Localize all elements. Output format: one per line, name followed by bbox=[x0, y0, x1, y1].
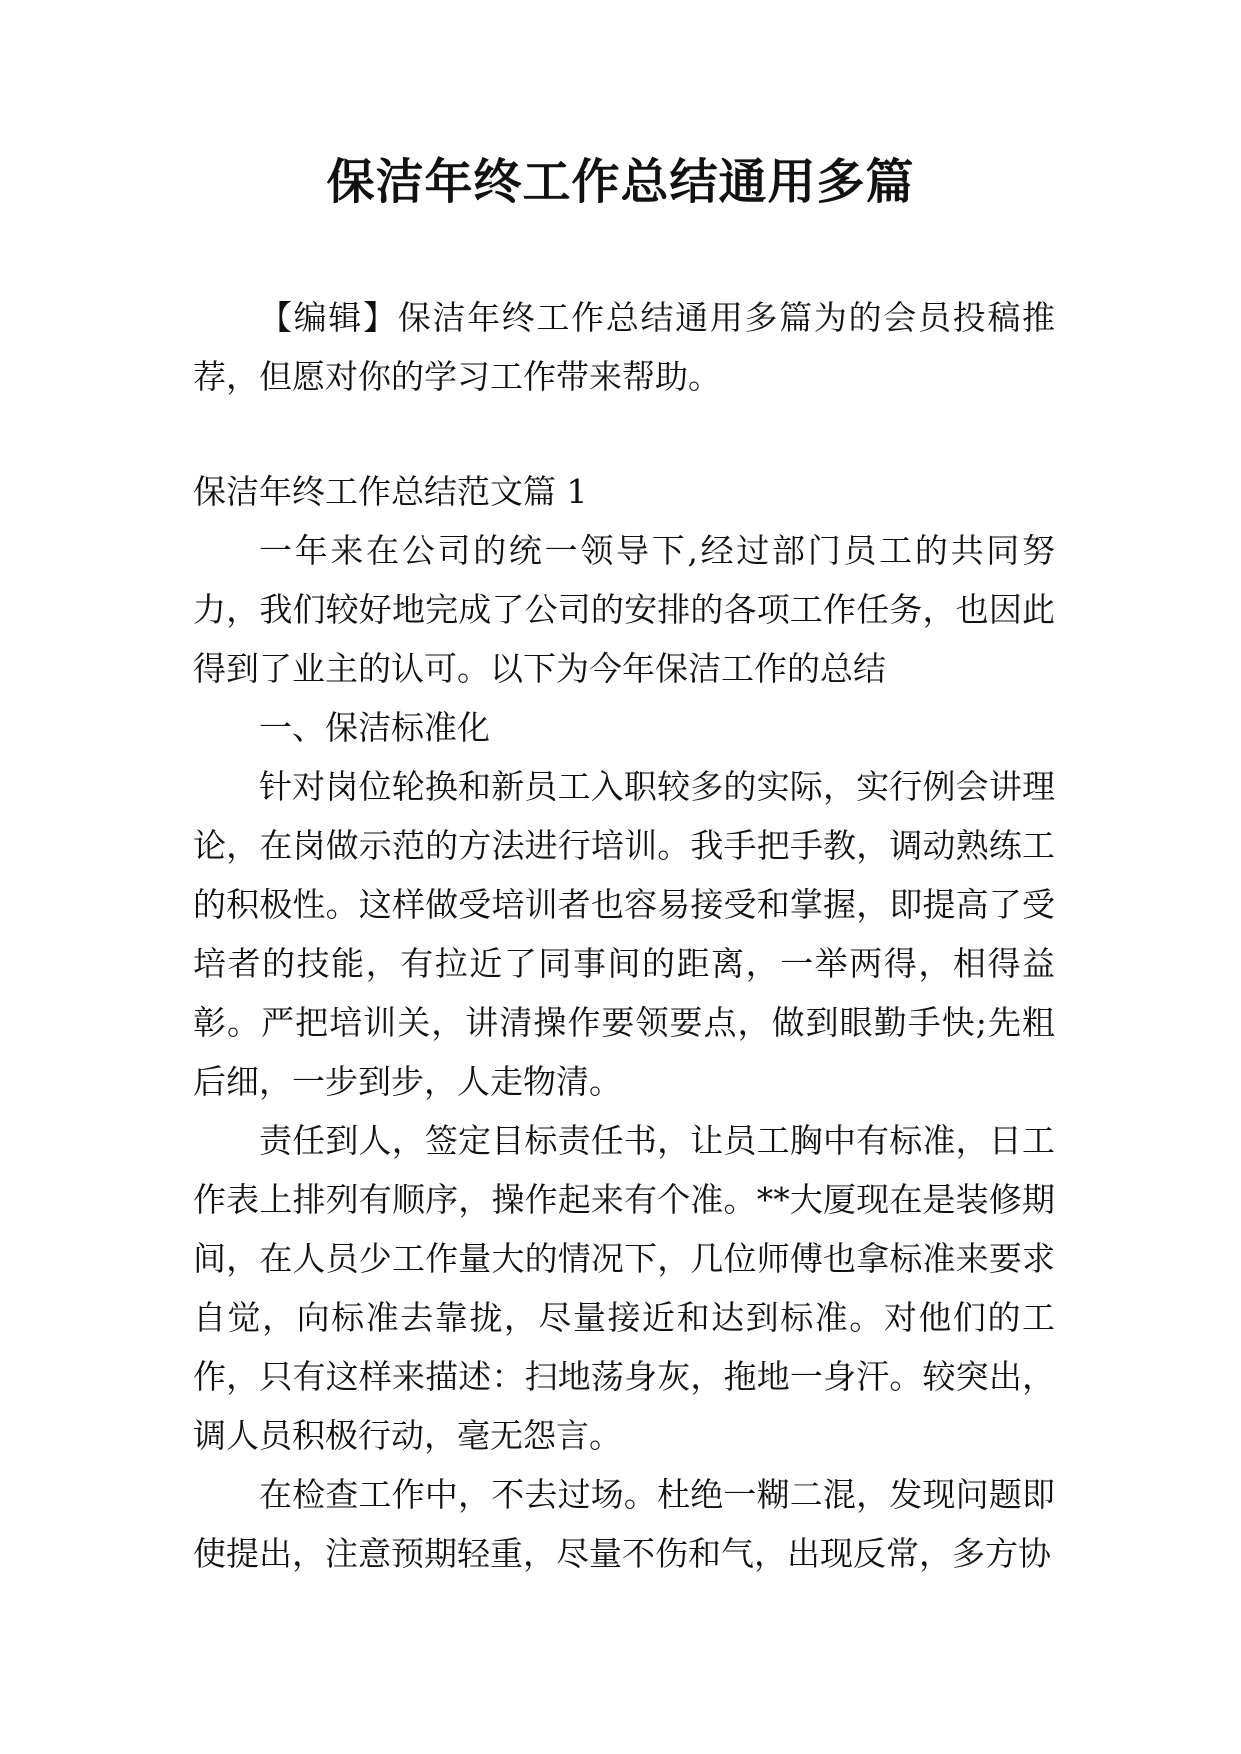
paragraph-4: 在检查工作中，不去过场。杜绝一糊二混，发现问题即使提出，注意预期轻重，尽量不伤和气，出现反常，多方协 bbox=[193, 1475, 1055, 1573]
document-title: 保洁年终工作总结通用多篇 bbox=[326, 154, 915, 210]
intro-block bbox=[193, 288, 1055, 406]
intro-paragraph: 【编辑】保洁年终工作总结通用多篇为的会员投稿推荐，但愿对你的学习工作带来帮助。 bbox=[193, 298, 1055, 396]
content-block bbox=[193, 462, 1055, 1583]
paragraph-1: 一年来在公司的统一领导下,经过部门员工的共同努力，我们较好地完成了公司的安排的各项工作任务，也因此得到了业主的认可。以下为今年保洁工作的总结 bbox=[193, 531, 1055, 688]
paragraph-3: 责任到人，签定目标责任书，让员工胸中有标准，日工作表上排列有顺序，操作起来有个准。**大厦现在是装修期间，在人员少工作量大的情况下，几位师傅也拿标准来要求自觉，向标准去靠拢，尽量接近和达到标准。对他们的工作，只有这样来描述：扫地荡身灰，拖地一身汗。较突出，调人员积极行动，毫无怨言。 bbox=[193, 1121, 1055, 1455]
paragraph-2: 针对岗位轮换和新员工入职较多的实际，实行例会讲理论，在岗做示范的方法进行培训。我手把手教，调动熟练工的积极性。这样做受培训者也容易接受和掌握，即提高了受培者的技能，有拉近了同事间的距离，一举两得，相得益彰。严把培训关，讲清操作要领要点，做到眼勤手快;先粗后细，一步到步，人走物清。 bbox=[193, 767, 1055, 1101]
section-title: 保洁年终工作总结范文篇 1 bbox=[193, 472, 588, 511]
subheading-standardization: 一、保洁标准化 bbox=[259, 708, 490, 747]
